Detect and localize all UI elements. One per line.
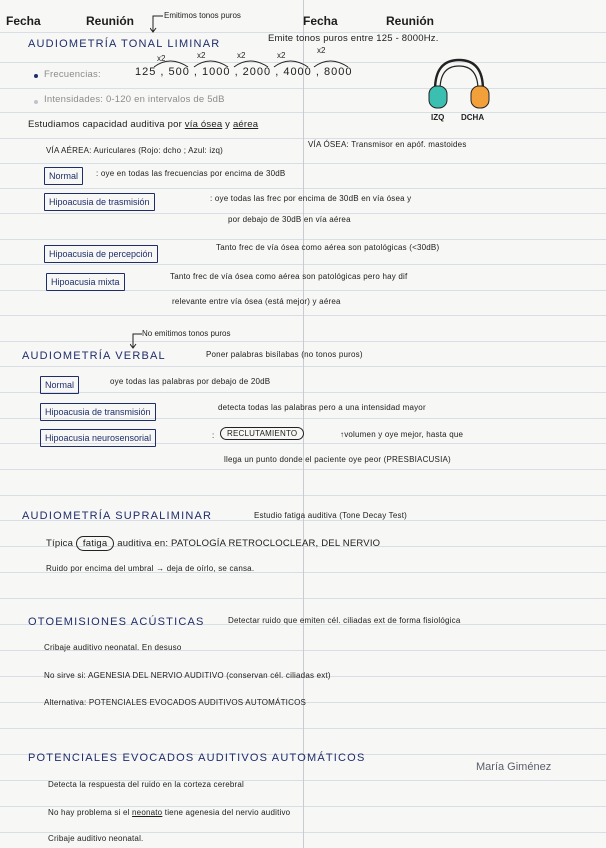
doubling-arcs — [150, 53, 360, 69]
center-fold-line — [303, 0, 304, 848]
header-reunion-left: Reunión — [86, 14, 134, 28]
section-title-potenciales: POTENCIALES EVOCADOS AUDITIVOS AUTOMÁTICOS — [28, 752, 366, 764]
section-title-oto: OTOEMISIONES ACÚSTICAS — [28, 616, 205, 628]
potenciales-line1: Detecta la respuesta del ruido en la corteza cerebral — [48, 780, 245, 789]
reclutamiento-circled: RECLUTAMIENTO — [220, 427, 304, 440]
hipo-perc-box: Hipoacusia de percepción — [44, 245, 158, 263]
oto-line2: No sirve si: AGENESIA DEL NERVIO AUDITIVO (conservan cél. ciliadas ext) — [44, 671, 331, 680]
oto-subtitle: Detectar ruido que emiten cél. ciliadas ext de forma fisiológica — [228, 616, 461, 625]
header-fecha-right: Fecha — [303, 14, 338, 28]
x2-label: x2 — [317, 46, 326, 55]
headphone-right-label: DCHA — [461, 113, 485, 122]
verbal-hipo-neuro-box: Hipoacusia neurosensorial — [40, 429, 156, 447]
potenciales-line3: Cribaje auditivo neonatal. — [48, 834, 144, 843]
section-title-verbal: AUDIOMETRÍA VERBAL — [22, 350, 166, 362]
oto-line1: Cribaje auditivo neonatal. En desuso — [44, 643, 182, 652]
tonal-emits: Emite tonos puros entre 125 - 8000Hz. — [268, 33, 439, 44]
headphones-icon — [425, 56, 493, 114]
section-title-supra: AUDIOMETRÍA SUPRALIMINAR — [22, 510, 213, 522]
freq-values: 125 , 500 , 1000 , 2000 , 4000 , 8000 — [135, 66, 353, 78]
bullet — [34, 74, 38, 78]
headphone-left-label: IZQ — [431, 113, 445, 122]
via-aerea: VÍA AÉREA: Auriculares (Rojo: dcho ; Azul: izq) — [46, 146, 224, 155]
author-watermark: María Giménez — [476, 761, 552, 773]
hipo-trans-text: : oye todas las frec por encima de 30dB en vía ósea y — [210, 194, 412, 203]
note-arrow-icon — [150, 12, 166, 34]
hipo-trans-text2: por debajo de 30dB en vía aérea — [228, 215, 351, 224]
hipo-mixta-box: Hipoacusia mixta — [46, 273, 125, 291]
intensities: Intensidades: 0-120 en intervalos de 5dB — [44, 94, 225, 105]
verbal-normal-box: Normal — [40, 376, 79, 394]
header-reunion-right: Reunión — [386, 14, 434, 28]
via-osea: VÍA ÓSEA: Transmisor en apóf. mastoides — [308, 140, 467, 149]
x2-label: x2 — [277, 51, 286, 60]
verbal-hipo-trans-text: detecta todas las palabras pero a una intensidad mayor — [218, 403, 426, 412]
top-note: Emitimos tonos puros — [164, 11, 241, 20]
section-title-tonal: AUDIOMETRÍA TONAL LIMINAR — [28, 38, 221, 50]
colon: : — [212, 431, 215, 440]
verbal-subtitle: Poner palabras bisílabas (no tonos puros) — [206, 350, 363, 359]
hipo-perc-text: Tanto frec de vía ósea como aérea son patológicas (<30dB) — [216, 243, 440, 252]
freq-label: Frecuencias: — [44, 69, 101, 80]
oto-line3: Alternativa: POTENCIALES EVOCADOS AUDITIVOS AUTOMÁTICOS — [44, 698, 307, 707]
normal-box: Normal — [44, 167, 83, 185]
x2-label: x2 — [237, 51, 246, 60]
verbal-hipo-trans-box: Hipoacusia de transmisión — [40, 403, 156, 421]
x2-label: x2 — [157, 54, 166, 63]
supra-line2: Ruido por encima del umbral → deja de oírlo, se cansa. — [46, 564, 255, 573]
header-fecha-left: Fecha — [6, 14, 41, 28]
study-text: Estudiamos capacidad auditiva por vía ósea y aérea — [28, 119, 259, 130]
hipo-trans-box: Hipoacusia de trasmisión — [44, 193, 155, 211]
hipo-mixta-text2: relevante entre vía ósea (está mejor) y aérea — [172, 297, 341, 306]
x2-label: x2 — [197, 51, 206, 60]
reclutamiento-text2: llega un punto donde el paciente oye peor (PRESBIACUSIA) — [224, 455, 451, 464]
potenciales-line2: No hay problema si el neonato tiene agenesia del nervio auditivo — [48, 808, 291, 817]
verbal-note: No emitimos tonos puros — [142, 329, 231, 338]
hipo-mixta-text: Tanto frec de vía ósea como aérea son patológicas pero hay dif — [170, 272, 408, 281]
bullet — [34, 100, 38, 104]
verbal-normal-text: oye todas las palabras por debajo de 20dB — [110, 377, 271, 386]
supra-subtitle: Estudio fatiga auditiva (Tone Decay Test) — [254, 511, 408, 520]
normal-text: : oye en todas las frecuencias por encima de 30dB — [96, 169, 286, 178]
note-arrow-icon — [130, 330, 144, 350]
reclutamiento-text: ↑volumen y oye mejor, hasta que — [340, 430, 464, 439]
supra-line1: Típica fatiga auditiva en: PATOLOGÍA RETROCLOCLEAR, DEL NERVIO — [46, 538, 381, 549]
